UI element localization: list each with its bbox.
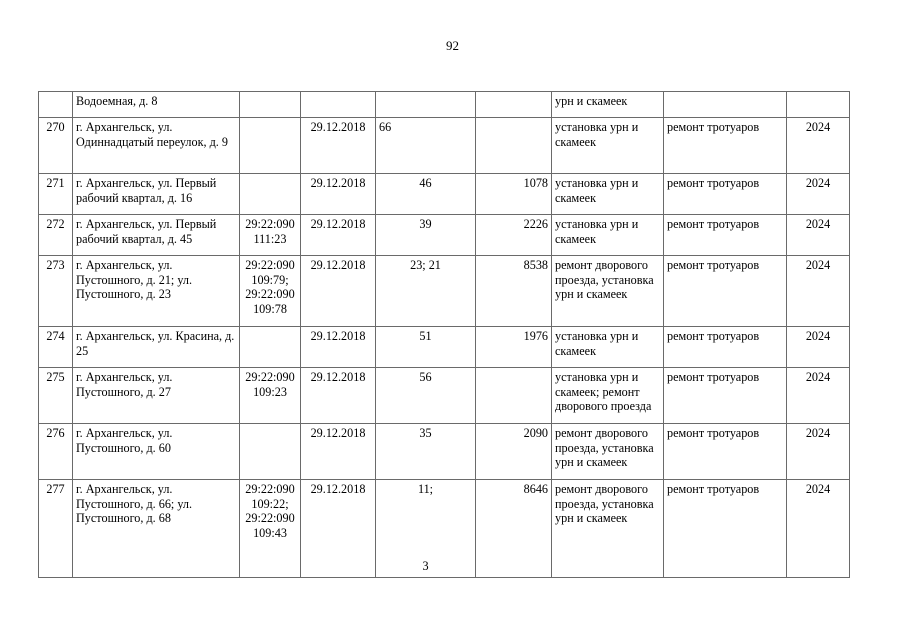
address-cell: г. Архангельск, ул. Пустошного, д. 21; ул. Пустошного, д. 23 — [73, 256, 240, 327]
page-number: 92 — [446, 38, 459, 53]
address-cell: г. Архангельск, ул. Первый рабочий квартал, д. 45 — [73, 215, 240, 256]
date-cell: 29.12.2018 — [301, 215, 376, 256]
area-cell: 8538 — [476, 256, 552, 327]
area-cell — [476, 368, 552, 424]
row-number: 277 — [39, 480, 73, 578]
cadastral-cell — [240, 327, 301, 368]
count-cell: 51 — [376, 327, 476, 368]
table-row — [39, 174, 850, 215]
extra-works-cell: ремонт тротуаров — [664, 368, 787, 424]
area-cell: 1078 — [476, 174, 552, 215]
works-cell: установка урн и скамеек — [552, 174, 664, 215]
cadastral-cell: 29:22:090 109:23 — [240, 368, 301, 424]
year-cell: 2024 — [787, 327, 850, 368]
row-number: 272 — [39, 215, 73, 256]
works-cell: установка урн и скамеек; ремонт дворового проезда — [552, 368, 664, 424]
cadastral-cell — [240, 118, 301, 174]
works-cell: ремонт дворового проезда, установка урн и скамеек — [552, 424, 664, 480]
table-row — [39, 215, 850, 256]
year-cell — [787, 92, 850, 118]
cadastral-cell — [240, 92, 301, 118]
count-cell: 46 — [376, 174, 476, 215]
area-cell: 2090 — [476, 424, 552, 480]
extra-works-cell: ремонт тротуаров — [664, 424, 787, 480]
count-cell: 66 — [376, 118, 476, 174]
extra-works-cell — [664, 92, 787, 118]
date-cell: 29.12.2018 — [301, 118, 376, 174]
area-cell — [476, 92, 552, 118]
address-cell: г. Архангельск, ул. Одиннадцатый переулок, д. 9 — [73, 118, 240, 174]
date-cell: 29.12.2018 — [301, 368, 376, 424]
year-cell: 2024 — [787, 480, 850, 578]
table-row — [39, 92, 850, 118]
date-cell: 29.12.2018 — [301, 480, 376, 578]
cadastral-cell: 29:22:090 109:22; 29:22:090 109:43 — [240, 480, 301, 578]
count-cell — [376, 92, 476, 118]
year-cell: 2024 — [787, 174, 850, 215]
table-row — [39, 118, 850, 174]
area-cell: 1976 — [476, 327, 552, 368]
date-cell: 29.12.2018 — [301, 327, 376, 368]
address-cell: г. Архангельск, ул. Пустошного, д. 27 — [73, 368, 240, 424]
count-cell: 56 — [376, 368, 476, 424]
cadastral-cell: 29:22:090 111:23 — [240, 215, 301, 256]
count-cell: 35 — [376, 424, 476, 480]
year-cell: 2024 — [787, 368, 850, 424]
row-number: 270 — [39, 118, 73, 174]
row-number: 271 — [39, 174, 73, 215]
cadastral-cell: 29:22:090 109:79; 29:22:090 109:78 — [240, 256, 301, 327]
extra-works-cell: ремонт тротуаров — [664, 174, 787, 215]
extra-works-cell: ремонт тротуаров — [664, 480, 787, 578]
year-cell: 2024 — [787, 424, 850, 480]
count-cell: 39 — [376, 215, 476, 256]
works-cell: ремонт дворового проезда, установка урн и скамеек — [552, 480, 664, 578]
table-row — [39, 368, 850, 424]
year-cell: 2024 — [787, 256, 850, 327]
address-cell: г. Архангельск, ул. Пустошного, д. 66; ул. Пустошного, д. 68 — [73, 480, 240, 578]
address-cell: г. Архангельск, ул. Красина, д. 25 — [73, 327, 240, 368]
address-cell: г. Архангельск, ул. Первый рабочий квартал, д. 16 — [73, 174, 240, 215]
works-cell: установка урн и скамеек — [552, 327, 664, 368]
row-number — [39, 92, 73, 118]
area-cell: 2226 — [476, 215, 552, 256]
table-row — [39, 256, 850, 327]
area-cell: 8646 — [476, 480, 552, 578]
extra-works-cell: ремонт тротуаров — [664, 327, 787, 368]
count-cell: 23; 21 — [376, 256, 476, 327]
table-row — [39, 327, 850, 368]
row-number: 275 — [39, 368, 73, 424]
works-cell: ремонт дворового проезда, установка урн и скамеек — [552, 256, 664, 327]
count-value: 11; — [417, 482, 434, 496]
address-cell: г. Архангельск, ул. Пустошного, д. 60 — [73, 424, 240, 480]
count-value-second: 3 — [422, 559, 429, 574]
housing-table — [38, 91, 850, 578]
extra-works-cell: ремонт тротуаров — [664, 256, 787, 327]
date-cell: 29.12.2018 — [301, 424, 376, 480]
table-row — [39, 480, 850, 578]
date-cell — [301, 92, 376, 118]
cadastral-cell — [240, 174, 301, 215]
cadastral-cell — [240, 424, 301, 480]
count-cell — [376, 480, 476, 578]
works-cell: установка урн и скамеек — [552, 118, 664, 174]
year-cell: 2024 — [787, 215, 850, 256]
extra-works-cell: ремонт тротуаров — [664, 118, 787, 174]
table-row — [39, 424, 850, 480]
date-cell: 29.12.2018 — [301, 256, 376, 327]
works-cell: урн и скамеек — [552, 92, 664, 118]
row-number: 274 — [39, 327, 73, 368]
row-number: 273 — [39, 256, 73, 327]
date-cell: 29.12.2018 — [301, 174, 376, 215]
extra-works-cell: ремонт тротуаров — [664, 215, 787, 256]
row-number: 276 — [39, 424, 73, 480]
area-cell — [476, 118, 552, 174]
address-cell: Водоемная, д. 8 — [73, 92, 240, 118]
year-cell: 2024 — [787, 118, 850, 174]
works-cell: установка урн и скамеек — [552, 215, 664, 256]
